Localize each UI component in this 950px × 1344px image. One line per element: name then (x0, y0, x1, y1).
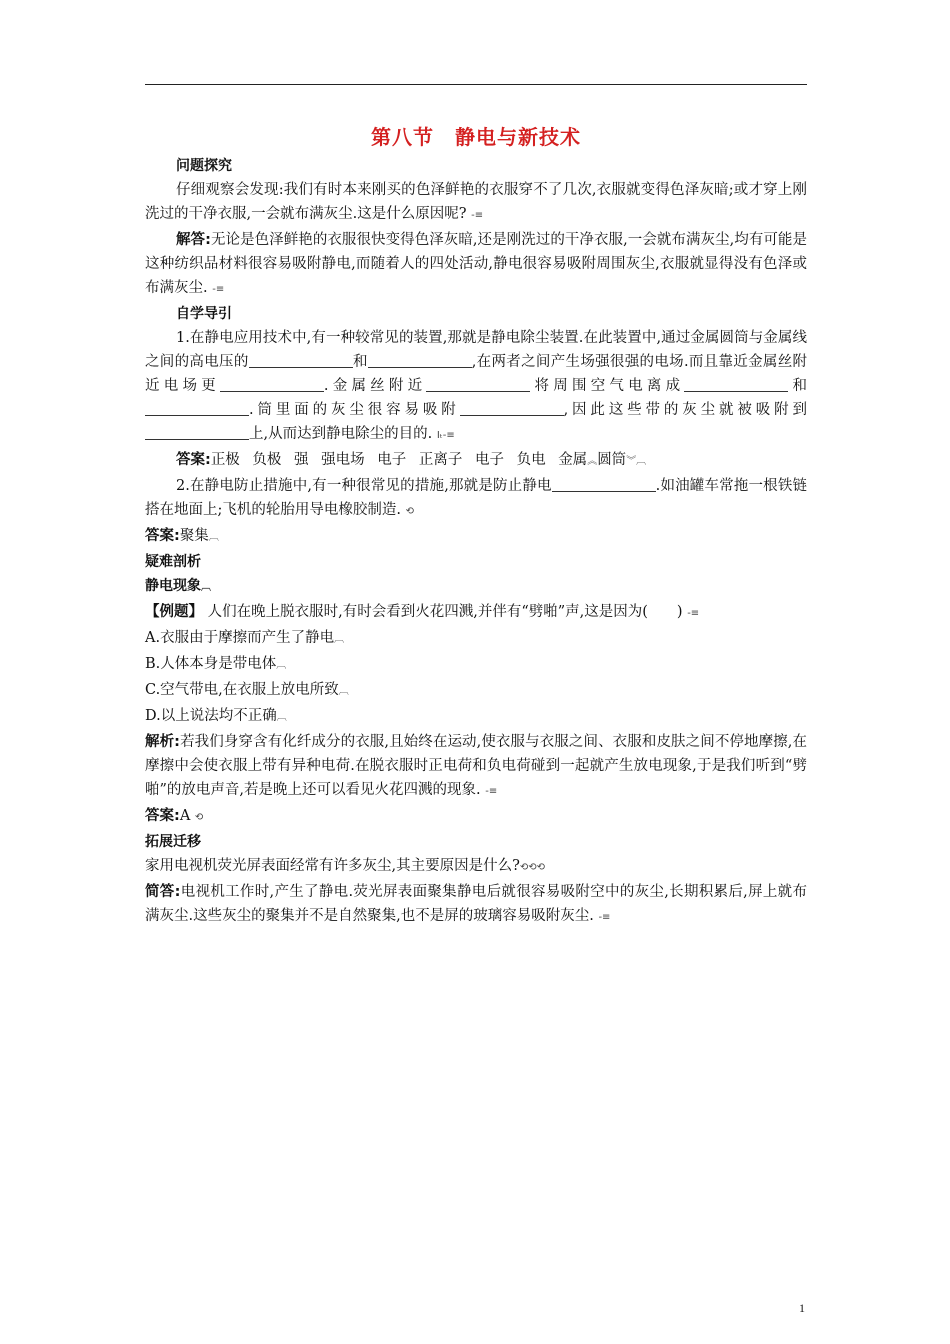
edit-mark-icon: ⟲⟲⟲ (519, 862, 546, 873)
subsection-head-static: 静电现象︹ (145, 578, 211, 594)
edit-mark-icon: -≡ (598, 912, 611, 923)
answer-blank[interactable] (552, 476, 656, 492)
option-c[interactable]: C.空气带电,在衣服上放电所致︹ (145, 682, 349, 698)
answer-blank[interactable] (426, 376, 530, 392)
edit-mark-icon: ︹ (338, 686, 349, 697)
option-a[interactable]: A.衣服由于摩擦而产生了静电︹ (145, 630, 345, 646)
edit-mark-icon: -≡ (485, 786, 498, 797)
answer-blank[interactable] (460, 400, 564, 416)
guide-question-2: 2.在静电防止措施中,有一种很常见的措施,那就是防止静电 .如油罐车常拖一根铁链搭在地面上;飞机的轮胎用导电橡胶制造. ⟲ (145, 478, 807, 518)
option-b[interactable]: B.人体本身是带电体︹ (145, 656, 287, 672)
inquiry-question: 仔细观察会发现:我们有时本来刚买的色泽鲜艳的衣服穿不了几次,衣服就变得色泽灰暗;或才穿上刚洗过的干净衣服,一会就布满灰尘.这是什么原因呢? -≡ (145, 182, 807, 222)
page-number: 1 (799, 1301, 805, 1315)
answer-blank[interactable] (145, 424, 249, 440)
edit-mark-icon: ⟲ (194, 812, 204, 823)
edit-mark-icon: -≡ (471, 210, 484, 221)
edit-mark-icon: -≡ (687, 608, 700, 619)
answer-blank[interactable] (684, 376, 788, 392)
guide-question-1: 1.在静电应用技术中,有一种较常见的装置,那就是静电除尘装置.在此装置中,通过金属圆筒与金属线之间的高电压的 和 ,在两者之间产生场强很强的电场.而且靠近金属丝附近电场更 .金属丝附近 将周围空气电离成 和.筒里面的灰尘很容易吸附 ,因此这些带的灰尘就被吸附到上,从而达到静电除尘的目的. Iₜ-≡ (145, 330, 808, 442)
extension-answer: 简答:电视机工作时,产生了静电.荧光屏表面聚集静电后就很容易吸附空中的灰尘,长期积累后,屏上就布满灰尘.这些灰尘的聚集并不是自然聚集,也不是屏的玻璃容易吸附灰尘. -≡ (145, 884, 807, 924)
edit-mark-icon: ︽ (587, 456, 598, 467)
extension-question: 家用电视机荧光屏表面经常有许多灰尘,其主要原因是什么?⟲⟲⟲ (145, 858, 546, 874)
section-head-inquiry: 问题探究 (176, 158, 232, 174)
example-analysis: 解析:若我们身穿含有化纤成分的衣服,且始终在运动,使衣服与衣服之间、衣服和皮肤之间不停地摩擦,在摩擦中会使衣服上带有异种电荷.在脱衣服时正电荷和负电荷碰到一起就产生放电现象,于是我们听到“劈啪”的放电声音,若是晚上还可以看见火花四溅的现象. -≡ (145, 734, 807, 798)
example-question: 【例题】 人们在晚上脱衣服时,有时会看到火花四溅,并伴有“劈啪”声,这是因为( ) -≡ (145, 604, 700, 620)
answer-blank[interactable] (249, 352, 353, 368)
answer-blank[interactable] (220, 376, 324, 392)
edit-mark-icon: ⟲ (405, 506, 414, 517)
section-head-guide: 自学导引 (176, 306, 232, 322)
edit-mark-icon: ︹ (201, 582, 211, 593)
header-rule (145, 84, 807, 85)
inquiry-answer: 解答:无论是色泽鲜艳的衣服很快变得色泽灰暗,还是刚洗过的干净衣服,一会就布满灰尘,均有可能是这种纺织品材料很容易吸附静电,而随着人的四处活动,静电很容易吸附周围灰尘,衣服就显得没有色泽或布满灰尘. -≡ (145, 232, 807, 296)
edit-mark-icon: ︾︹ (626, 456, 647, 467)
guide-answer-2: 答案:聚集︹ (145, 528, 219, 544)
page-title: 第八节 静电与新技术 (371, 125, 581, 149)
page-content (145, 120, 807, 930)
edit-mark-icon: ︹ (208, 532, 219, 543)
edit-mark-icon: -≡ (212, 284, 225, 295)
section-head-analysis: 疑难剖析 (145, 554, 201, 570)
edit-mark-icon: ︹ (334, 634, 345, 645)
guide-answer-1: 答案:正极 负极 强 强电场 电子 正离子 电子 负电 金属︽圆筒︾︹ (176, 452, 647, 468)
edit-mark-icon: ︹ (276, 660, 287, 671)
option-d[interactable]: D.以上说法均不正确︹ (145, 708, 287, 724)
section-head-extension: 拓展迁移 (145, 834, 201, 850)
edit-mark-icon: Iₜ-≡ (436, 430, 455, 441)
answer-blank[interactable] (145, 400, 249, 416)
answer-blank[interactable] (368, 352, 472, 368)
edit-mark-icon: ︹ (276, 712, 287, 723)
example-answer: 答案:A ⟲ (145, 808, 204, 824)
